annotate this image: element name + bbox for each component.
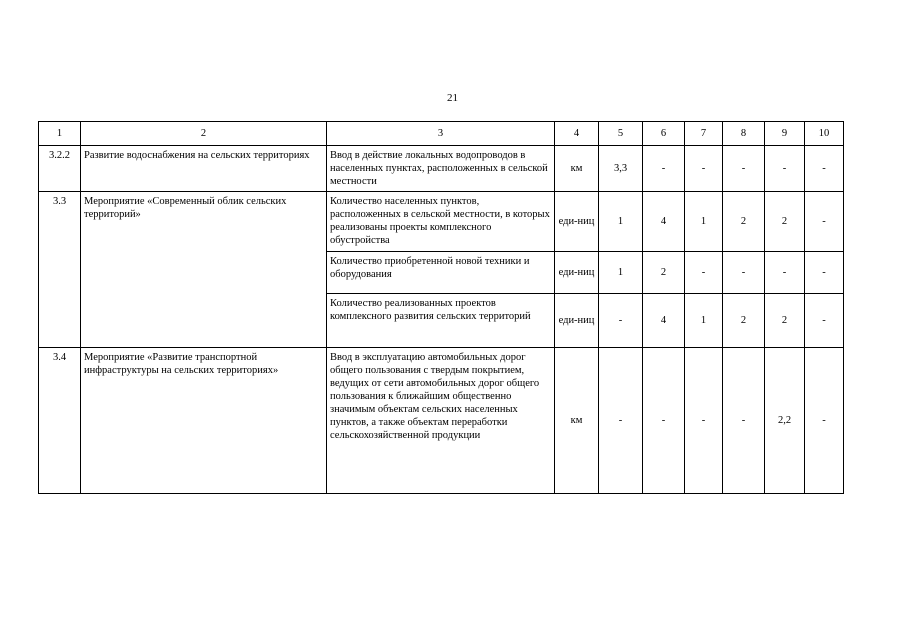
header-cell: 10 — [805, 122, 844, 146]
value-cell: - — [805, 192, 844, 252]
header-cell: 9 — [765, 122, 805, 146]
header-cell: 5 — [599, 122, 643, 146]
value-cell: - — [805, 348, 844, 494]
value-cell: 2 — [723, 294, 765, 348]
header-cell: 7 — [685, 122, 723, 146]
value-cell: - — [805, 146, 844, 192]
value-cell: 4 — [643, 294, 685, 348]
unit-cell: еди-ниц — [555, 252, 599, 294]
value-cell: 1 — [599, 252, 643, 294]
row-name-cell: Мероприятие «Развитие транспортной инфраструктуры на сельских территориях» — [81, 348, 327, 494]
value-cell: - — [643, 348, 685, 494]
value-cell: 1 — [685, 294, 723, 348]
indicator-text-cell: Ввод в действие локальных водопроводов в населенных пунктах, расположенных в сельской местности — [327, 146, 555, 192]
header-cell: 6 — [643, 122, 685, 146]
unit-cell: еди-ниц — [555, 192, 599, 252]
indicator-text-cell: Количество реализованных проектов комплексного развития сельских территорий — [327, 294, 555, 348]
value-cell: 1 — [599, 192, 643, 252]
unit-cell: еди-ниц — [555, 294, 599, 348]
header-cell: 4 — [555, 122, 599, 146]
indicator-text-cell: Количество населенных пунктов, расположенных в сельской местности, в которых реализованы проекты комплексного обустройства — [327, 192, 555, 252]
row-name-cell: Мероприятие «Современный облик сельских территорий» — [81, 192, 327, 348]
table-header-row — [39, 122, 844, 146]
value-cell: - — [723, 348, 765, 494]
value-cell: - — [685, 146, 723, 192]
indicator-text-cell: Количество приобретенной новой техники и оборудования — [327, 252, 555, 294]
value-cell: - — [805, 252, 844, 294]
value-cell: 1 — [685, 192, 723, 252]
indicators-table — [38, 121, 844, 494]
row-id-cell: 3.3 — [39, 192, 81, 348]
value-cell: 3,3 — [599, 146, 643, 192]
value-cell: 2 — [723, 192, 765, 252]
value-cell: - — [805, 294, 844, 348]
header-cell: 3 — [327, 122, 555, 146]
table-row — [39, 192, 844, 252]
row-id-cell: 3.4 — [39, 348, 81, 494]
value-cell: - — [723, 146, 765, 192]
header-cell: 2 — [81, 122, 327, 146]
row-id-cell: 3.2.2 — [39, 146, 81, 192]
header-cell: 1 — [39, 122, 81, 146]
page-number: 21 — [447, 92, 458, 104]
value-cell: 2 — [765, 294, 805, 348]
indicator-text-cell: Ввод в эксплуатацию автомобильных дорог общего пользования с твердым покрытием, ведущих от сети автомобильных дорог общего пользования к ближайшим общественно значимым объектам сельских населенных пунктов, а также объектам переработки сельскохозяйственной продукции — [327, 348, 555, 494]
value-cell: - — [643, 146, 685, 192]
value-cell: - — [765, 146, 805, 192]
value-cell: - — [723, 252, 765, 294]
header-cell: 8 — [723, 122, 765, 146]
value-cell: - — [685, 348, 723, 494]
unit-cell: км — [555, 146, 599, 192]
value-cell: - — [599, 294, 643, 348]
value-cell: 2 — [765, 192, 805, 252]
value-cell: 4 — [643, 192, 685, 252]
value-cell: 2 — [643, 252, 685, 294]
value-cell: - — [765, 252, 805, 294]
table-body — [39, 122, 844, 494]
value-cell: - — [599, 348, 643, 494]
unit-cell: км — [555, 348, 599, 494]
table-row — [39, 146, 844, 192]
table-row — [39, 348, 844, 494]
row-name-cell: Развитие водоснабжения на сельских территориях — [81, 146, 327, 192]
value-cell: 2,2 — [765, 348, 805, 494]
value-cell: - — [685, 252, 723, 294]
